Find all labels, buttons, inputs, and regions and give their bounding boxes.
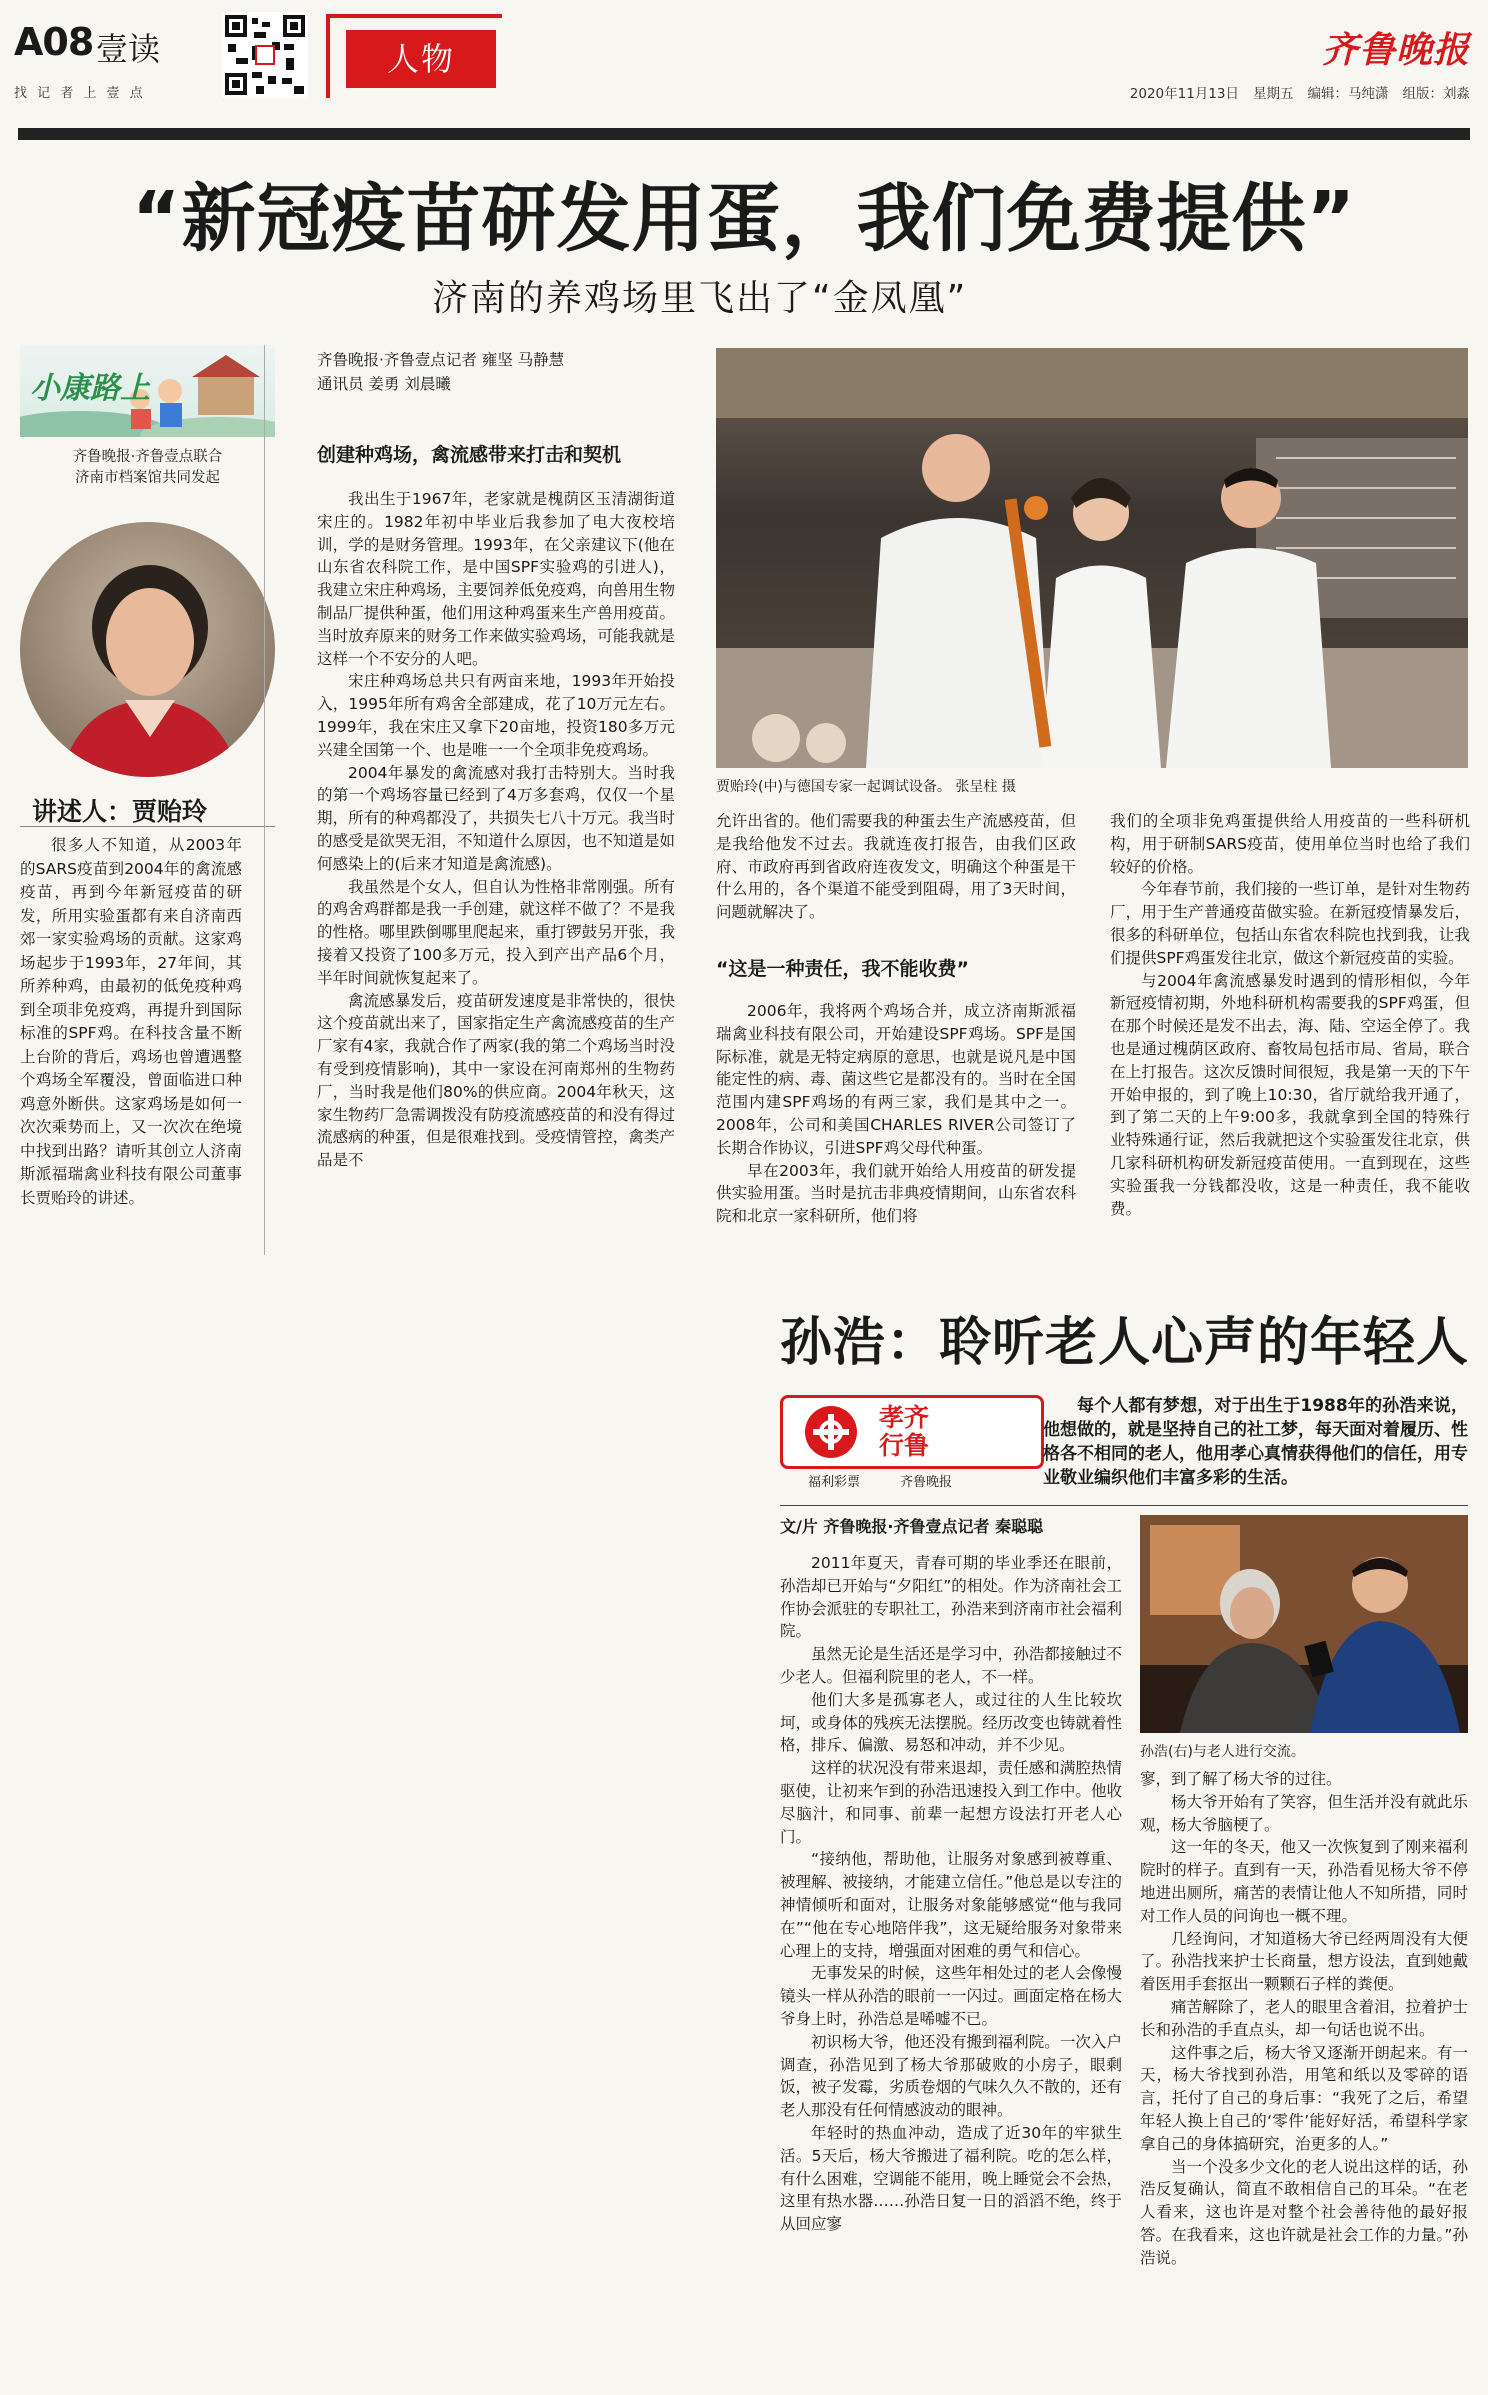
paragraph: 禽流感暴发后，疫苗研发速度是非常快的，很快这个疫苗就出来了，国家指定生产禽流感疫苗的生产厂家有4家，我就合作了两家(我的第二个鸡场当时没有受到疫情影响)，其中一家设在河南郑州的生物药厂，当时我是他们80%的供应商。2004年秋天，这家生物药厂急需调拨没有防疫流感疫苗的和没有得过流感病的种蛋，但是很难找到。受疫情管控，禽类产品是不 bbox=[317, 991, 675, 1170]
story1-byline bbox=[317, 348, 564, 396]
column-credit-line2: 济南市档案馆共同发起 bbox=[75, 470, 220, 486]
narrator-label: 讲述人：贾贻玲 bbox=[32, 797, 208, 826]
issue-date: 2020年11月13日 bbox=[1129, 86, 1239, 102]
paragraph: 我们的全项非免鸡蛋提供给人用疫苗的一些科研机构，用于研制SARS疫苗，使用单位当时也给了我们较好的价格。 bbox=[1110, 812, 1470, 876]
weekday: 星期五 bbox=[1253, 86, 1294, 102]
paragraph: 当一个没多少文化的老人说出这样的话，孙浩反复确认，简直不敢相信自己的耳朵。“在老人看来，这也许是对整个社会善待他的最好报答。在我看来，这也许就是社会工作的力量。”孙浩说。 bbox=[1140, 2157, 1468, 2267]
story2-col-b bbox=[1140, 1768, 1468, 2380]
story1-headline: “新冠疫苗研发用蛋，我们免费提供” bbox=[131, 176, 1357, 262]
paragraph: 2004年暴发的禽流感对我打击特别大。当时我的第一个鸡场容量已经到了4万多套鸡，仅仅一个星期，所有的种鸡都没了，共损失七八十万元。我当时的感受是欲哭无泪，不知道什么原因，也不知道是如何感染上的(后来才知道是禽流感)。 bbox=[317, 763, 675, 873]
paragraph: 这样的状况没有带来退却，责任感和满腔热情驱使，让初来乍到的孙浩迅速投入到工作中。他收尽脑汁，和同事、前辈一起想方设法打开老人心门。 bbox=[780, 1759, 1122, 1846]
narrator-portrait bbox=[20, 522, 275, 777]
section-name: 壹读 bbox=[96, 30, 161, 68]
story2-divider bbox=[780, 1505, 1468, 1506]
slogan: 找 记 者 上 壹 点 bbox=[14, 86, 146, 101]
editor: 编辑：马纯潇 bbox=[1307, 86, 1389, 102]
column-credit bbox=[20, 447, 275, 489]
newspaper-logo: 齐鲁晚报 bbox=[1321, 29, 1470, 71]
lab-photo-caption: 贾贻玲(中)与德国专家一起调试设备。 张呈柱 摄 bbox=[716, 779, 1016, 795]
section-tag[interactable]: 人物 bbox=[346, 30, 496, 88]
xiaoqi-logo bbox=[780, 1395, 1042, 1495]
paragraph: 宋庄种鸡场总共只有两亩来地，1993年开始投入，1995年所有鸡舍全部建成，花了10万元左右。1999年，我在宋庄又拿下20亩地，投资180多万元兴建全国第一个、也是唯一一个全项非免疫鸡场。 bbox=[317, 672, 675, 759]
lab-photo bbox=[716, 348, 1468, 768]
byline-reporters: 齐鲁晚报·齐鲁壹点记者 雍坚 马静慧 bbox=[317, 351, 565, 369]
paragraph: 允许出省的。他们需要我的种蛋去生产流感疫苗，但是我给他发不过去。我就连夜打报告，由我们区政府、市政府再到省政府连夜发文，明确这个种蛋是干什么用的，各个渠道不能受到阻碍，用了3天时间，问题就解决了。 bbox=[716, 812, 1076, 922]
column-credit-line1: 齐鲁晚报·齐鲁壹点联合 bbox=[72, 449, 223, 465]
story2-col-a bbox=[780, 1552, 1122, 2380]
narrator-rule bbox=[20, 826, 275, 827]
paragraph: 杨大爷开始有了笑容，但生活并没有就此乐观，杨大爷脑梗了。 bbox=[1140, 1792, 1468, 1834]
story2-lead: 每个人都有梦想，对于出生于1988年的孙浩来说，他想做的，就是坚持自己的社工梦，每天面对着履历、性格各不相同的老人，他用孝心真情获得他们的信任，用专业敬业编织他们丰富多彩的生活。 bbox=[1043, 1396, 1468, 1488]
paragraph: 他们大多是孤寡老人，或过往的人生比较坎坷，或身体的残疾无法摆脱。经历改变也铸就着性格，排斥、偏激、易怒和冲动，并不少见。 bbox=[780, 1690, 1122, 1755]
paragraph: 2006年，我将两个鸡场合并，成立济南斯派福瑞禽业科技有限公司，开始建设SPF鸡场。SPF是国际标准，就是无特定病原的意思，也就是说凡是中国能定性的病、毒、菌这些它是都没有的。当时在全国范围内建SPF鸡场的有两三家，我们是其中之一。2008年，公司和美国CHARLES RIVER公司签订了长期合作协议，引进SPF鸡父母代种蛋。 bbox=[716, 1002, 1076, 1157]
paragraph: 年轻时的热血冲动，造成了近30年的牢狱生活。5天后，杨大爷搬进了福利院。吃的怎么样，有什么困难，空调能不能用，晚上睡觉会不会热，这里有热水器……孙浩日复一日的滔滔不绝，终于从回应寥 bbox=[780, 2123, 1122, 2234]
paragraph: 这件事之后，杨大爷又逐渐开朗起来。有一天，杨大爷找到孙浩，用笔和纸以及零碎的语言，托付了自己的身后事：“我死了之后，希望年轻人换上自己的‘零件’能好好活，希望科学家拿自己的身体搞研究，治更多的人。” bbox=[1140, 2043, 1468, 2153]
paragraph: 初识杨大爷，他还没有搬到福利院。一次入户调查，孙浩见到了杨大爷那破败的小房子，眼剩饭，被子发霉，劣质卷烟的气味久久不散的，还有老人那没有任何情感波动的眼神。 bbox=[780, 2032, 1122, 2120]
story1-subhead: 济南的养鸡场里飞出了“金凤凰” bbox=[432, 278, 968, 319]
logo-sponsor-right: 齐鲁晚报 bbox=[900, 1475, 953, 1490]
story2-byline: 文/片 齐鲁晚报·齐鲁壹点记者 秦聪聪 bbox=[780, 1517, 1044, 1536]
intro-text: 很多人不知道，从2003年的SARS疫苗到2004年的禽流感疫苗，再到今年新冠疫苗的研发，所用实验蛋都有来自济南西郊一家实验鸡场的贡献。这家鸡场起步于1993年，27年间，其所养种鸡，由最初的低免疫种鸡到全项非免疫鸡，再提升到国际标准的SPF鸡。在科技含量不断上台阶的背后，鸡场也曾遭遇整个鸡场全军覆没，曾面临进口种鸡意外断供。这家鸡场是如何一次次乘势而上，又一次次在绝境中找到出路？请听其创立人济南斯派福瑞禽业科技有限公司董事长贾贻玲的讲述。 bbox=[20, 836, 242, 1207]
paragraph: 我虽然是个女人，但自认为性格非常刚强。所有的鸡舍鸡群都是我一手创建，就这样不做了？不是我的性格。哪里跌倒哪里爬起来，重打锣鼓另开张，我接着又投资了100多万元，投入到产出产品6个月，半年时间就恢复起来了。 bbox=[317, 877, 675, 987]
column-logo bbox=[20, 345, 275, 437]
logo-sponsor-left: 福利彩票 bbox=[808, 1475, 861, 1490]
paragraph: 痛苦解除了，老人的眼里含着泪，拉着护士长和孙浩的手直点头，却一句话也说不出。 bbox=[1140, 1997, 1468, 2039]
story2-headline: 孙浩：聆听老人心声的年轻人 bbox=[780, 1313, 1470, 1373]
paragraph: 今年春节前，我们接的一些订单，是针对生物药厂，用于生产普通疫苗做实验。在新冠疫情暴发后，很多的科研单位，包括山东省农科院也找到我，让我们提供SPF鸡蛋发往北京，做这个新冠疫苗的实验。 bbox=[1110, 880, 1470, 967]
paragraph: 虽然无论是生活还是学习中，孙浩都接触过不少老人。但福利院里的老人，不一样。 bbox=[780, 1645, 1122, 1686]
paragraph: 我出生于1967年，老家就是槐荫区玉清湖街道宋庄的。1982年初中毕业后我参加了电大夜校培训，学的是财务管理。1993年，在父亲建议下(他在山东省农科院工作，是中国SPF实验鸡的引进人)，我建立宋庄种鸡场，主要饲养低免疫鸡，向兽用生物制品厂提供种蛋，他们用这种鸡蛋来生产兽用疫苗。当时放弃原来的财务工作来做实验鸡场，可能我就是这样一个不安分的人吧。 bbox=[317, 490, 675, 668]
story1-col-a bbox=[317, 488, 675, 1258]
intro-box-right bbox=[264, 345, 265, 1255]
paragraph: 几经询问，才知道杨大爷已经两周没有大便了。孙浩找来护士长商量，想方设法，直到她戴着医用手套抠出一颗颗石子样的粪便。 bbox=[1140, 1929, 1468, 1994]
story1-intro bbox=[20, 834, 242, 1254]
xiaoqi-logo-box bbox=[780, 1395, 1044, 1469]
story1-col-b bbox=[716, 1000, 1076, 1258]
story1-col-b-top bbox=[716, 810, 1076, 928]
paragraph: 寥，到了解了杨大爷的过往。 bbox=[1140, 1770, 1342, 1788]
story1-section-a: 创建种鸡场，禽流感带来打击和契机 bbox=[317, 444, 622, 466]
xiaoqi-logo-text: 孝齐行鲁 bbox=[879, 1403, 930, 1460]
lottery-icon bbox=[791, 1402, 871, 1462]
masthead-rule bbox=[18, 128, 1470, 140]
paragraph: 早在2003年，我们就开始给人用疫苗的研发提供实验用蛋。当时是抗击非典疫情期间，山东省农科院和北京一家科研所，他们将 bbox=[716, 1161, 1076, 1226]
column-logo-text: 小康路上 bbox=[30, 371, 150, 406]
paragraph: “接纳他，帮助他，让服务对象感到被尊重、被理解、被接纳，才能建立信任。”他总是以专注的神情倾听和面对，让服务对象能够感觉“他与我同在”“他在专心地陪伴我”，这无疑给服务对象带来心理上的支持，增强面对困难的勇气和信心。 bbox=[780, 1850, 1122, 1960]
story1-col-c bbox=[1110, 810, 1470, 1258]
story2-photo bbox=[1140, 1515, 1468, 1733]
story2-photo-caption: 孙浩(右)与老人进行交流。 bbox=[1140, 1744, 1305, 1760]
paragraph: 2011年夏天，青春可期的毕业季还在眼前，孙浩却已开始与“夕阳红”的相处。作为济南社会工作协会派驻的专职社工，孙浩来到济南市社会福利院。 bbox=[780, 1554, 1122, 1641]
paragraph: 无事发呆的时候，这些年相处过的老人会像慢镜头一样从孙浩的眼前一一闪过。画面定格在杨大爷身上时，孙浩总是唏嘘不已。 bbox=[780, 1964, 1122, 2028]
paragraph: 这一年的冬天，他又一次恢复到了刚来福利院时的样子。直到有一天，孙浩看见杨大爷不停地进出厕所，痛苦的表情让他人不知所措，同时对工作人员的问询也一概不理。 bbox=[1140, 1838, 1468, 1925]
qr-code[interactable] bbox=[222, 12, 308, 98]
layout-editor: 组版：刘淼 bbox=[1402, 86, 1470, 102]
masthead-info bbox=[1130, 82, 1470, 102]
byline-correspondents: 通讯员 姜勇 刘晨曦 bbox=[317, 375, 451, 393]
page-number: A08 bbox=[14, 20, 94, 64]
paragraph: 与2004年禽流感暴发时遇到的情形相似，今年新冠疫情初期，外地科研机构需要我的SPF鸡蛋，但在那个时候还是发不出去，海、陆、空运全停了。我也是通过槐荫区政府、畜牧局包括市局、省局，联合在上打报告。这次反馈时间很短，我是第一天的下午开始申报的，到了晚上10:30，省厅就给我开通了，到了第二天的上午9:00多，我就拿到全国的特殊行业特殊通行证，然后我就把这个实验蛋发往北京，供几家科研机构研发新冠疫苗使用。一直到现在，这些实验蛋我一分钱都没收，这是一种责任，我不能收费。 bbox=[1110, 971, 1470, 1218]
story1-section-b: “这是一种责任，我不能收费” bbox=[716, 958, 969, 980]
